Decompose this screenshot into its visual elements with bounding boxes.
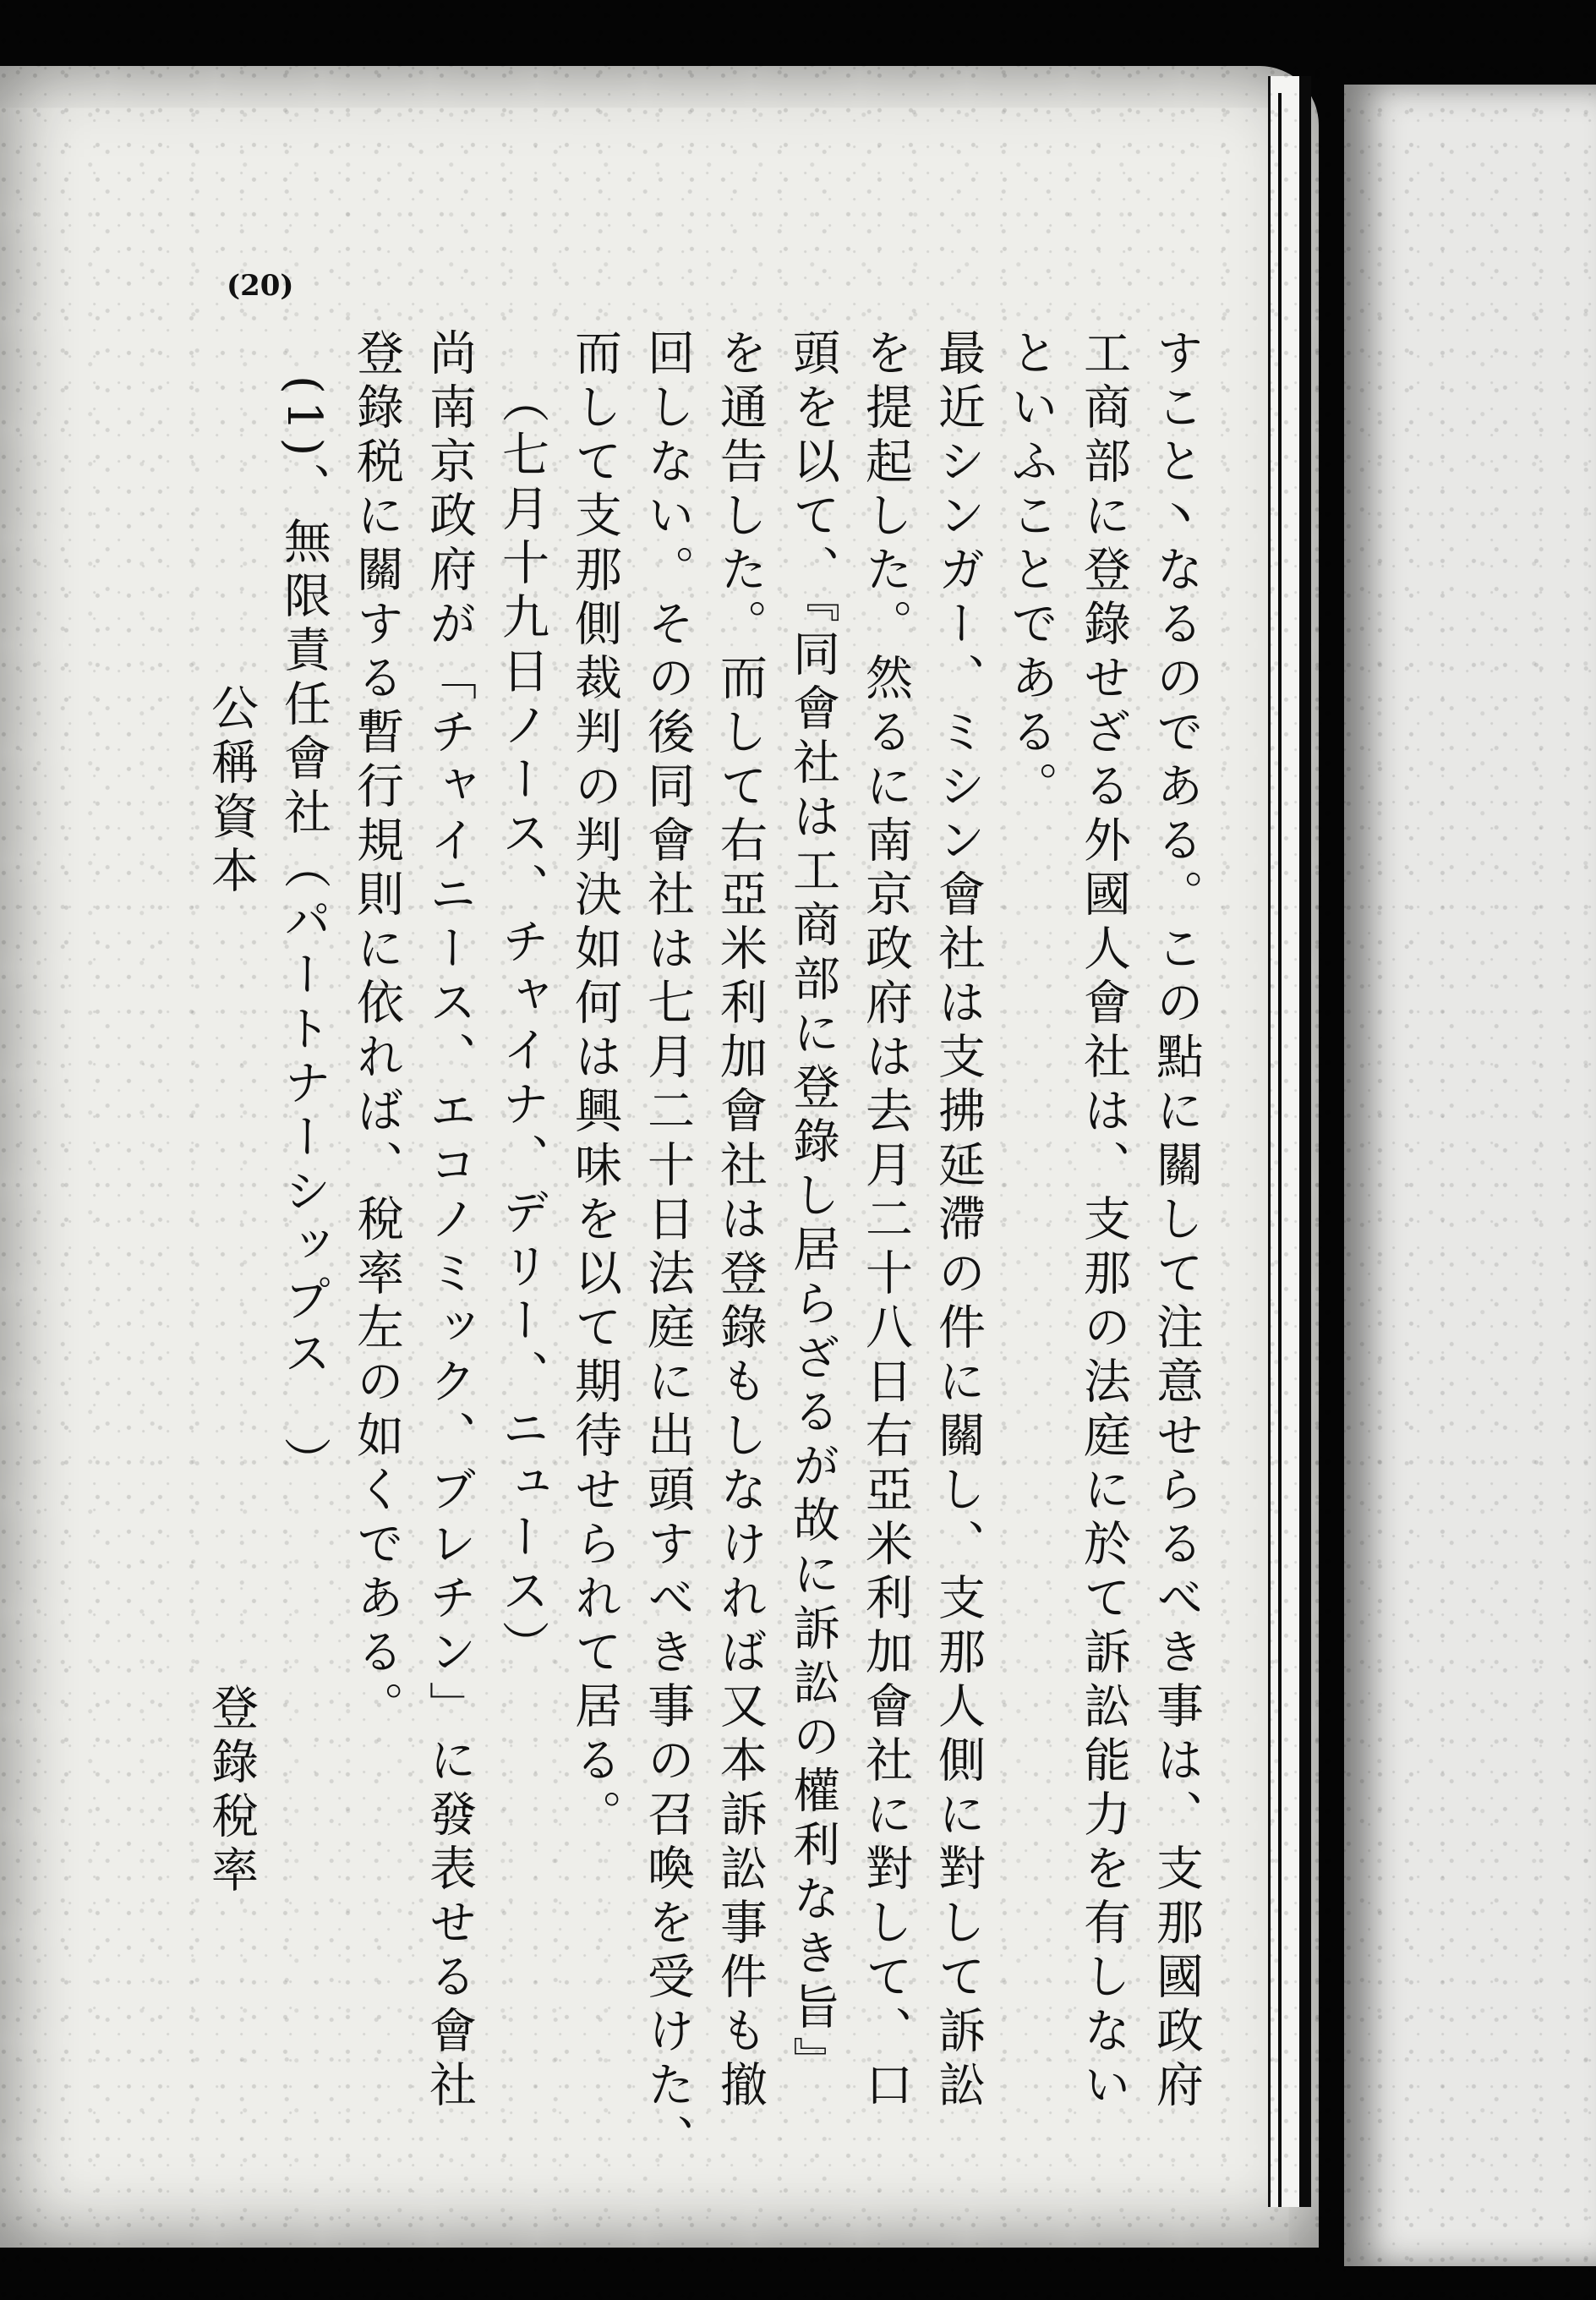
text-line-8: 回しない。その後同會社は七月二十日法庭に出頭すべき事の召喚を受けた、: [640, 328, 695, 2168]
text-line-4: 最近シンガー、ミシン會社は支拂延滯の件に關し、支那人側に對して訴訟: [931, 328, 986, 2114]
text-line-11: 尚南京政府が「チャイニース、エコノミック、ブレチン」に發表せる會社: [422, 328, 477, 2114]
list-item-1: (1)、無限責任會社（パートナーシップス ）: [276, 375, 331, 1492]
text-line-7: を通告した。而して右亞米利加會社は登錄もしなければ又本訴訟事件も撤: [713, 328, 768, 2114]
text-line-3: といふことである。: [1003, 328, 1058, 815]
text-line-1: すこと丶なるのである。この點に關して注意せらるべき事は、支那國政府: [1149, 328, 1204, 2114]
table-header: [194, 328, 267, 2205]
body-text: [194, 328, 1212, 2205]
text-line-9: 而して支那側裁判の判決如何は興味を以て期待せられて居る。: [567, 328, 622, 1843]
page-number: (20): [227, 269, 294, 303]
capital-column-label: 公稱資本: [204, 683, 259, 900]
text-line-2: 工商部に登錄せざる外國人會社は、支那の法庭に於て訴訟能力を有しない: [1076, 328, 1131, 2114]
text-line-5: を提起した。然るに南京政府は去月二十八日右亞米利加會社に對して、口: [858, 328, 913, 2114]
text-line-12: 登錄税に關する暫行規則に依れば、稅率左の如くである。: [349, 328, 404, 1735]
page-edge: [1268, 76, 1311, 2207]
page-border-line: [1278, 93, 1282, 2207]
text-line-6: 頭を以て、『同會社は工商部に登錄し居らざるが故に訴訟の權利なき旨』: [785, 328, 840, 2090]
adjacent-page: [1344, 85, 1596, 2266]
source-citation: （七月十九日ノース、チャイナ、デリー、ニュース）: [495, 375, 549, 1674]
rate-column-label: 登錄稅率: [204, 1682, 259, 1899]
